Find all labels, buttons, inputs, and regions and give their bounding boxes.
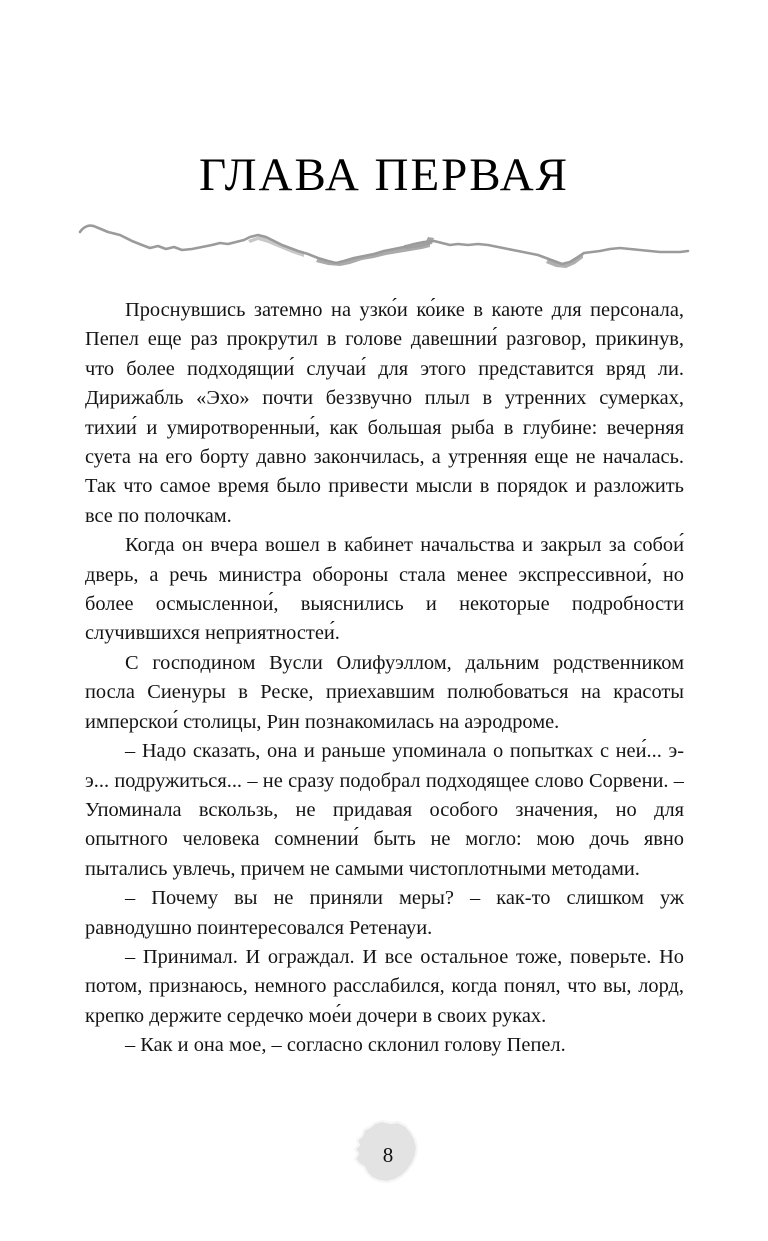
folio-wrap (346, 1118, 422, 1190)
paragraph: – Почему вы не приняли меры? – как-то слишком уж равнодушно поинтересовался Ретенауи. (85, 887, 684, 939)
paragraph: – Как и она мое, – согласно склонил голову Пепел. (125, 1034, 566, 1057)
paragraph: – Надо сказать, она и раньше упоминала о попытках с неи́... э-э... подружиться... – не сразу подобрал подходящее слово Сорвени. – Упоминала вскользь, не придавая особого значения, но для опытного человека сомнении́ быть не могло: мою дочь явно пытались увлечь, причем не самыми чистоплотными методами. (85, 740, 684, 880)
page-number: 8 (382, 1142, 394, 1167)
chapter-header (0, 149, 768, 201)
paragraph: Проснувшись затемно на узко́и ко́ике в каюте для персонала, Пепел еще раз прокрутил в голове давешнии́ разговор, прикинув, что более подходящии́ случаи́ для этого представится вряд ли. Дирижабль «Эхо» почти беззвучно плыл в утренних сумерках, тихии́ и умиротворенныи́, как большая рыба в глубине: вечерняя суета на его борту давно закончилась, а утренняя еще не началась. Так что самое время было привести мысли в порядок и разложить все по полочкам. (85, 299, 684, 527)
paragraph: С господином Вусли Олифуэллом, дальним родственником посла Сиенуры в Реске, приехавшим полюбоваться на красоты имперскои́ столицы, Рин познакомилась на аэродроме. (85, 651, 684, 733)
body-text (85, 296, 684, 1061)
page-footer (0, 1118, 768, 1198)
mountain-ridge-ornament-icon (78, 214, 690, 276)
paragraph: Когда он вчера вошел в кабинет начальства и закрыл за собои́ дверь, а речь министра обороны стала менее экспрессивнои́, но более осмысленнои́, выяснились и некоторые подробности случившихся неприятностеи́. (85, 534, 684, 645)
paragraph: – Принимал. И ограждал. И все остальное тоже, поверьте. Но потом, признаюсь, немного расслабился, когда понял, что вы, лорд, крепко держите сердечко мое́и дочери в своих руках. (85, 945, 684, 1027)
chapter-title: ГЛАВА ПЕРВАЯ (198, 149, 569, 201)
